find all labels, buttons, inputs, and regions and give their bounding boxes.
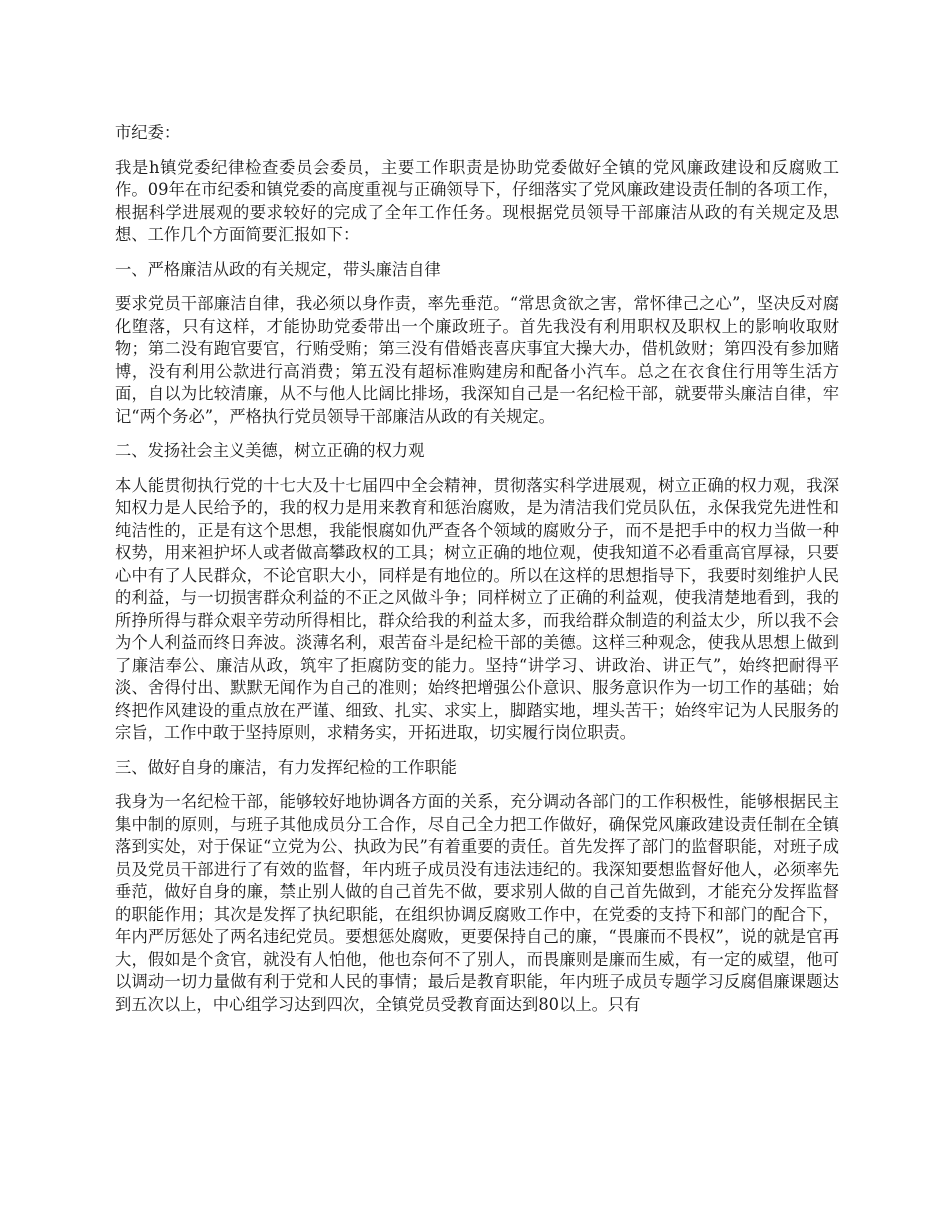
section-3-paragraph: 我身为一名纪检干部，能够较好地协调各方面的关系，充分调动各部门的工作积极性，能够根据民主集中制的原则，与班子其他成员分工合作，尽自己全力把工作做好，确保党风廉政建设责任制在全镇落到实处，对于保证“立党为公、执政为民”有着重要的责任。首先发挥了部门的监督职能，对班子成员及党员干部进行了有效的监督，年内班子成员没有违法违纪的。我深知要想监督好他人，必须率先垂范，做好自身的廉，禁止别人做的自己首先不做，要求别人做的自己首先做到，才能充分发挥监督的职能作用；其次是发挥了执纪职能，在组织协调反腐败工作中，在党委的支持下和部门的配合下，年内严厉惩处了两名违纪党员。要想惩处腐败，更要保持自己的廉，“畏廉而不畏权”，说的就是官再大，假如是个贪官，就没有人怕他，他也奈何不了别人，而畏廉则是廉而生威，有一定的威望，他可以调动一切力量做有利于党和人民的事情；最后是教育职能，年内班子成员专题学习反腐倡廉课题达到五次以上，中心组学习达到四次，全镇党员受教育面达到80以上。只有: [115, 792, 839, 1014]
section-1-paragraph: 要求党员干部廉洁自律，我必须以身作责，率先垂范。“常思贪欲之害，常怀律己之心”，坚决反对腐化堕落，只有这样，才能协助党委带出一个廉政班子。首先我没有利用职权及职权上的影响收取财物；第二没有跑官要官，行贿受贿；第三没有借婚丧喜庆事宜大操大办，借机敛财；第四没有参加赌博，没有利用公款进行高消费；第五没有超标准购建房和配备小汽车。总之在衣食住行用等生活方面，自以为比较清廉，从不与他人比阔比排场，我深知自己是一名纪检干部，就要带头廉洁自律，牢记“两个务必”，严格执行党员领导干部廉洁从政的有关规定。: [115, 294, 839, 426]
section-heading-3: 三、做好自身的廉洁，有力发挥纪检的工作职能: [115, 757, 457, 777]
section-heading-2: 二、发扬社会主义美德，树立正确的权力观: [115, 441, 425, 460]
section-2-paragraph: 本人能贯彻执行党的十七大及十七届四中全会精神，贯彻落实科学进展观，树立正确的权力观，我深知权力是人民给予的，我的权力是用来教育和惩治腐败，是为清洁我们党员队伍，永保我党先进性和纯洁性的，正是有这个思想，我能恨腐如仇严查各个领域的腐败分子，而不是把手中的权力当做一种权势，用来袒护坏人或者做高攀政权的工具；树立正确的地位观，使我知道不必看重高官厚禄，只要心中有了人民群众，不论官职大小，同样是有地位的。所以在这样的思想指导下，我要时刻维护人民的利益，与一切损害群众利益的不正之风做斗争；同样树立了正确的利益观，使我清楚地看到，我的所挣所得与群众艰辛劳动所得相比，群众给我的利益太多，而我给群众制造的利益太少，所以我不会为个人利益而终日奔波。淡薄名利，艰苦奋斗是纪检干部的美德。这样三种观念，使我从思想上做到了廉洁奉公、廉洁从政，筑牢了拒腐防变的能力。坚持“讲学习、讲政治、讲正气”，始终把耐得平淡、舍得付出、默默无闻作为自己的准则；始终把增强公仆意识、服务意识作为一切工作的基础；始终把作风建设的重点放在严谨、细致、扎实、求实上，脚踏实地，埋头苦干；始终牢记为人民服务的宗旨，工作中敢于坚持原则，求精务实，开拓进取，切实履行岗位职责。: [115, 475, 839, 742]
salutation: 市纪委：: [115, 123, 181, 142]
section-heading-1: 一、严格廉洁从政的有关规定，带头廉洁自律: [115, 259, 441, 279]
document-page: [115, 122, 839, 1028]
intro-paragraph: 我是h镇党委纪律检查委员会委员，主要工作职责是协助党委做好全镇的党风廉政建设和反腐败工作。09年在市纪委和镇党委的高度重视与正确领导下，仔细落实了党风廉政建设责任制的各项工作，根据科学进展观的要求较好的完成了全年工作任务。现根据党员领导干部廉洁从政的有关规定及思想、工作几个方面简要汇报如下：: [115, 157, 839, 244]
